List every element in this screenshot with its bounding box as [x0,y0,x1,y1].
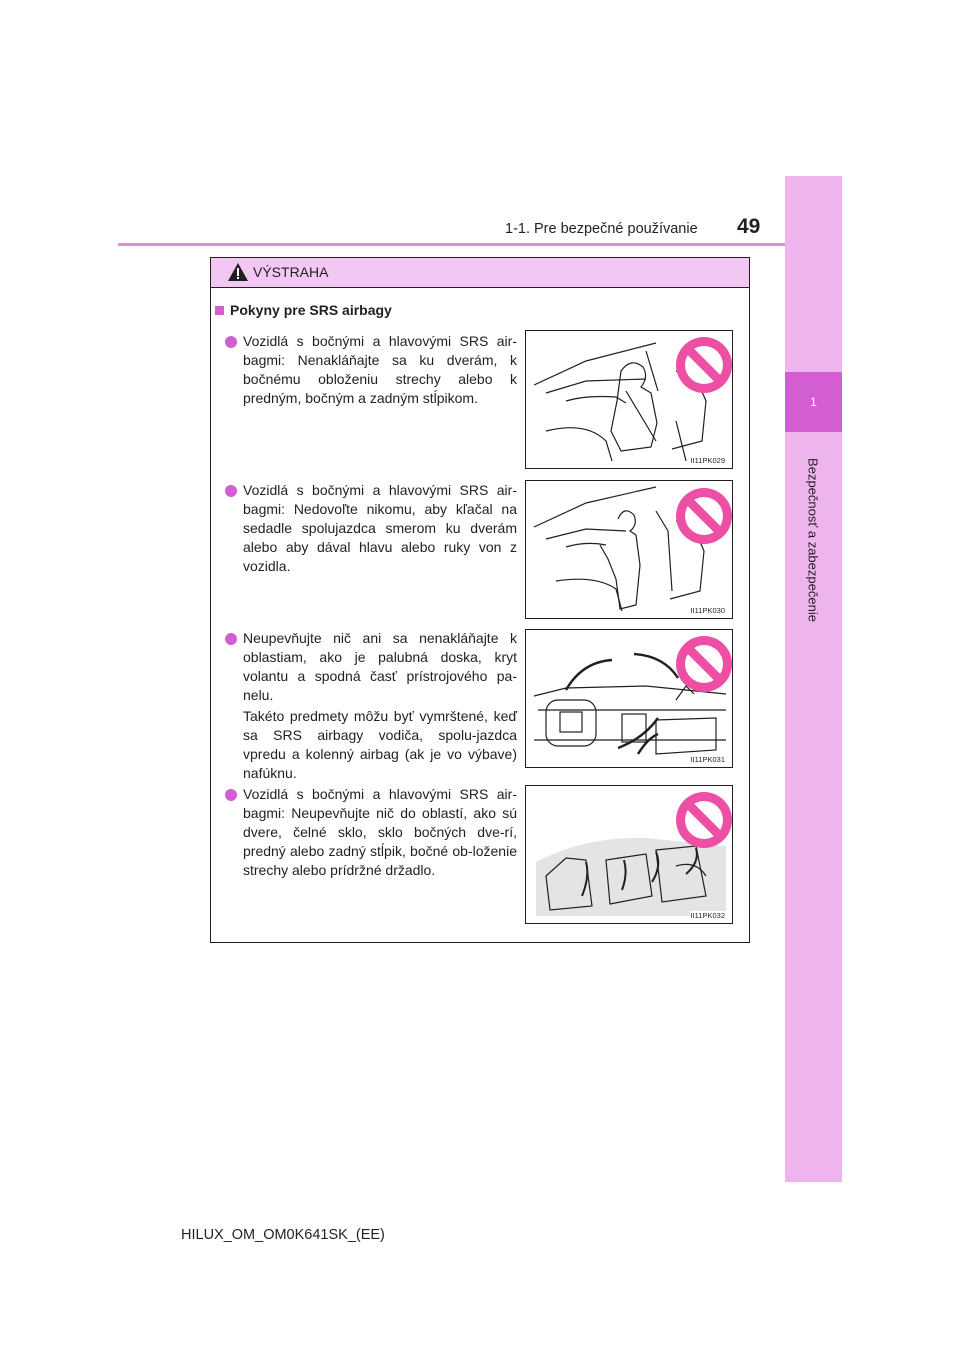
warning-item-text: Neupevňujte nič ani sa nenakláňajte k oblastiam, ako je palubná doska, kryt volantu a spodná časť prístrojového pa-nelu. [243,630,517,703]
bullet-icon [225,485,237,497]
bullet-icon [225,789,237,801]
chapter-thumb-tab [785,176,842,1182]
page-number: 49 [737,215,761,238]
section-heading [215,302,392,318]
car-interior-illustration [526,481,732,618]
car-cabin-illustration [526,786,732,923]
illustration-kneeling-seat [525,480,733,619]
illustration-code: II11PK030 [690,606,725,615]
chapter-title: Bezpečnosť a zabezpečenie [805,458,821,622]
illustration-code: II11PK032 [690,911,725,920]
prohibition-icon [676,488,732,544]
warning-item-text: Vozidlá s bočnými a hlavovými SRS air-bagmi: Neupevňujte nič do oblastí, ako sú dvere, čelné sklo, sklo bočných dve-rí, predný alebo zadný stĺpik, bočné ob-loženie strechy alebo prídržné držadlo. [243,786,517,878]
warning-item-note: Takéto predmety môžu byť vymrštené, keď sa SRS airbagy vodiča, spolu-jazdca vpredu a kolenný airbag (ak je vo výbave) nafúknu. [243,708,517,781]
illustration-side-areas [525,785,733,924]
warning-box [210,257,750,943]
document-code: HILUX_OM_OM0K641SK_(EE) [181,1227,385,1243]
prohibition-icon [676,337,732,393]
illustration-leaning-door [525,330,733,469]
chapter-number-tab: 1 [785,372,842,432]
warning-item-text: Vozidlá s bočnými a hlavovými SRS air-bagmi: Nedovoľte nikomu, aby kľačal na sedadle spolujazdca smerom ku dverám alebo aby dával hlavu alebo ruky von z vozidla. [243,482,517,574]
warning-triangle-icon [227,262,249,282]
header-divider [118,243,842,246]
warning-header [211,258,749,288]
warning-item-text: Vozidlá s bočnými a hlavovými SRS air-bagmi: Nenakláňajte sa ku dverám, k bočnému obloženiu strechy alebo k predným, bočným a zadným stĺpikom. [243,333,517,406]
bullet-icon [225,633,237,645]
prohibition-icon [676,636,732,692]
car-interior-illustration [526,331,732,468]
prohibition-icon [676,792,732,848]
illustration-code: II11PK029 [690,456,725,465]
bullet-icon [225,336,237,348]
warning-title: VÝSTRAHA [253,264,329,280]
header-section-title: 1-1. Pre bezpečné používanie [505,221,698,237]
illustration-dashboard [525,629,733,768]
square-bullet-icon [215,306,224,315]
section-heading-text: Pokyny pre SRS airbagy [230,302,392,318]
dashboard-illustration [526,630,732,767]
illustration-code: II11PK031 [690,755,725,764]
